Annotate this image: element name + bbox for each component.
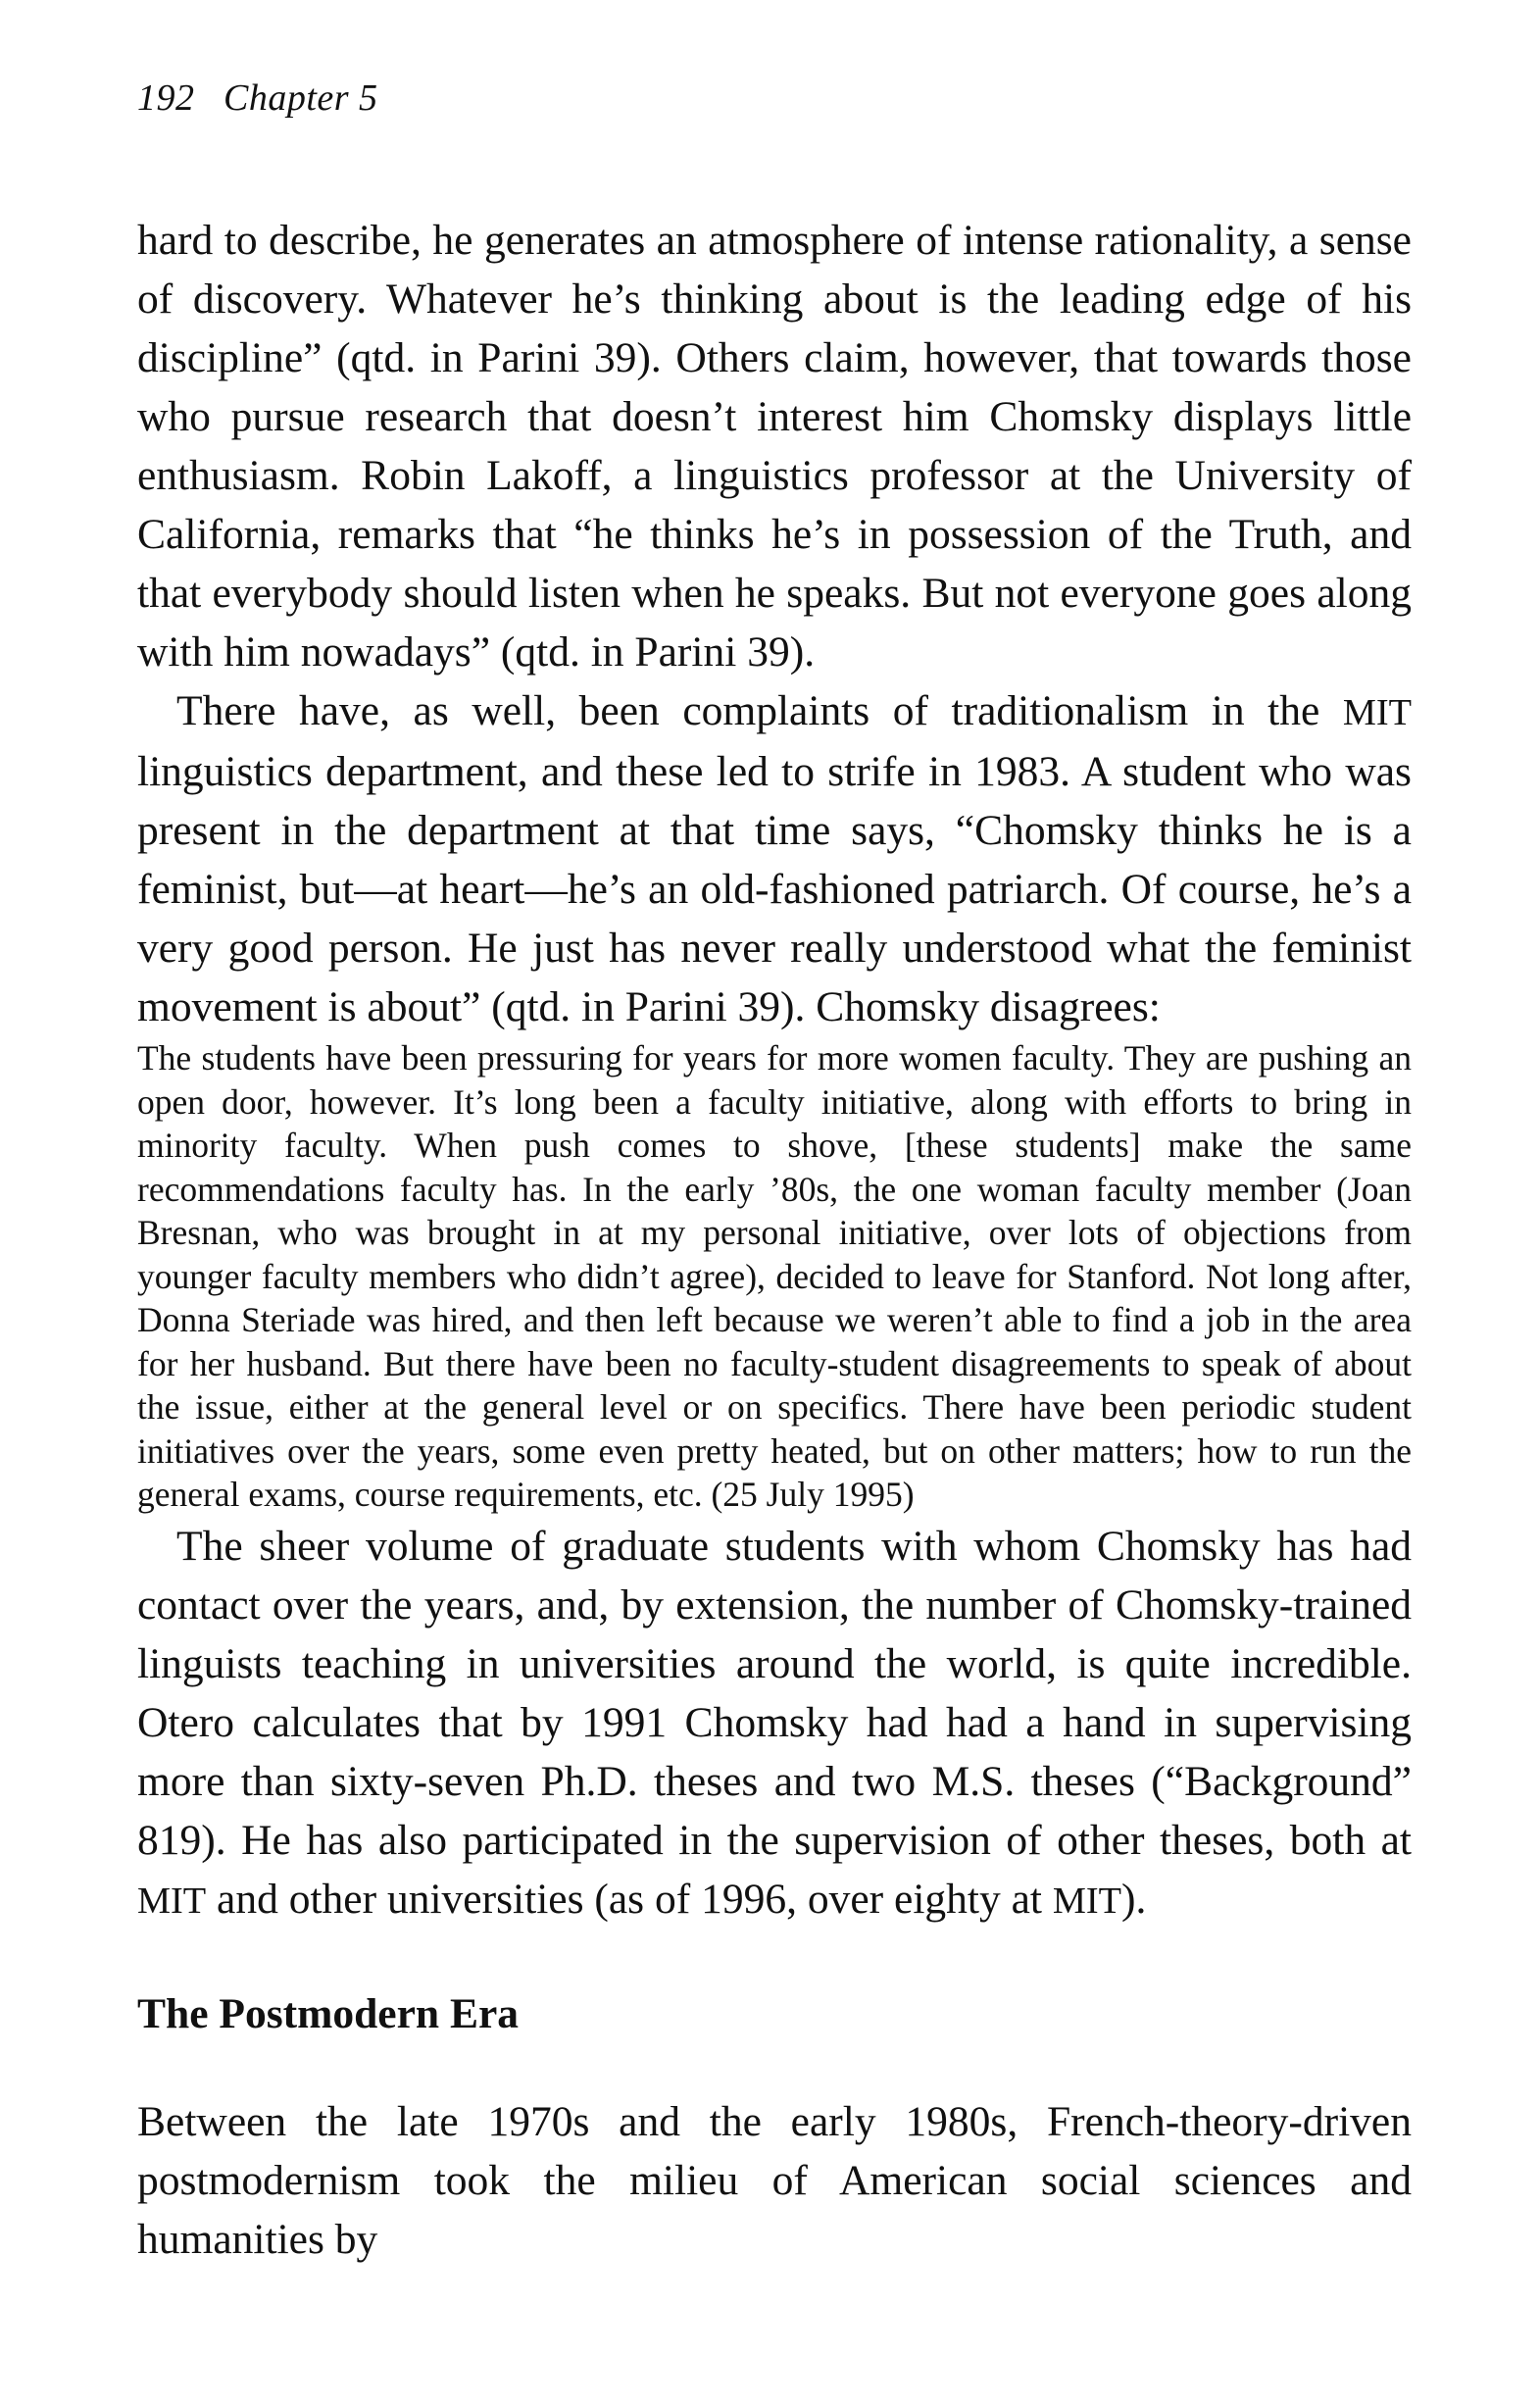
paragraph-text: ). — [1121, 1875, 1147, 1923]
page-number: 192 — [137, 77, 195, 119]
paragraph-text: There have, as well, been complaints of traditionalism in the — [176, 687, 1343, 734]
block-quote: The students have been pressuring for years for more women faculty. They are pushing an open door, however. It’s long been a faculty initiative, along with efforts to bring in minority faculty. When push comes to shove, [these students] make the same recommendations faculty has. In the early ’80s, the one woman faculty member (Joan Bresnan, who was brought in at my personal initiative, over lots of objections from younger faculty members who didn’t agree), decided to leave for Stanford. Not long after, Donna Steriade was hired, and then left because we weren’t able to find a job in the area for her husband. But there have been no faculty-student disagreements to speak of about the issue, either at the general level or on specifics. There have been periodic student initiatives over the years, some even pretty heated, but on other matters; how to run the general exams, course requirements, etc. (25 July 1995) — [137, 1038, 1412, 1514]
mit-abbreviation: MIT — [137, 1880, 207, 1922]
paragraph-text: The sheer volume of graduate students with whom Chomsky has had contact over the years, and, by extension, the number of Chomsky-trained linguists teaching in universities around the world, is quite incredible. Otero calculates that by 1991 Chomsky had had a hand in supervising more than sixty-seven Ph.D. theses and two M.S. theses (“Background” 819). He has also participated in the supervision of other theses, both at — [137, 1522, 1412, 1864]
paragraph-graduate-students — [137, 1517, 1412, 1930]
body-text — [137, 211, 1412, 2269]
running-head — [137, 76, 378, 120]
section-heading: The Postmodern Era — [137, 1989, 520, 2037]
mit-abbreviation: MIT — [1052, 1880, 1122, 1922]
paragraph-text: linguistics department, and these led to strife in 1983. A student who was present in the department at that time says, “Chomsky thinks he is a feminist, but—at heart—he’s an old-fashioned patriarch. Of course, he’s a very good person. He just has never really understood what the feminist movement is about” (qtd. in Parini 39). Chomsky disagrees: — [137, 748, 1412, 1030]
chapter-title: Chapter 5 — [224, 77, 378, 119]
book-page — [137, 0, 1412, 2406]
paragraph-traditionalism — [137, 681, 1412, 1036]
paragraph-postmodern: Between the late 1970s and the early 1980s, French-theory-driven postmodernism took the milieu of American social sciences and humanities by — [137, 2097, 1412, 2263]
mit-abbreviation: MIT — [1342, 692, 1412, 733]
paragraph-text: and other universities (as of 1996, over eighty at — [206, 1875, 1053, 1923]
paragraph-continued: hard to describe, he generates an atmosphere of intense rationality, a sense of discovery. Whatever he’s thinking about is the leading edge of his discipline” (qtd. in Parini 39). Others claim, however, that towards those who pursue research that doesn’t interest him Chomsky displays little enthusiasm. Robin Lakoff, a linguistics professor at the University of California, remarks that “he thinks he’s in possession of the Truth, and that everybody should listen when he speaks. But not everyone goes along with him nowadays” (qtd. in Parini 39). — [137, 217, 1412, 676]
